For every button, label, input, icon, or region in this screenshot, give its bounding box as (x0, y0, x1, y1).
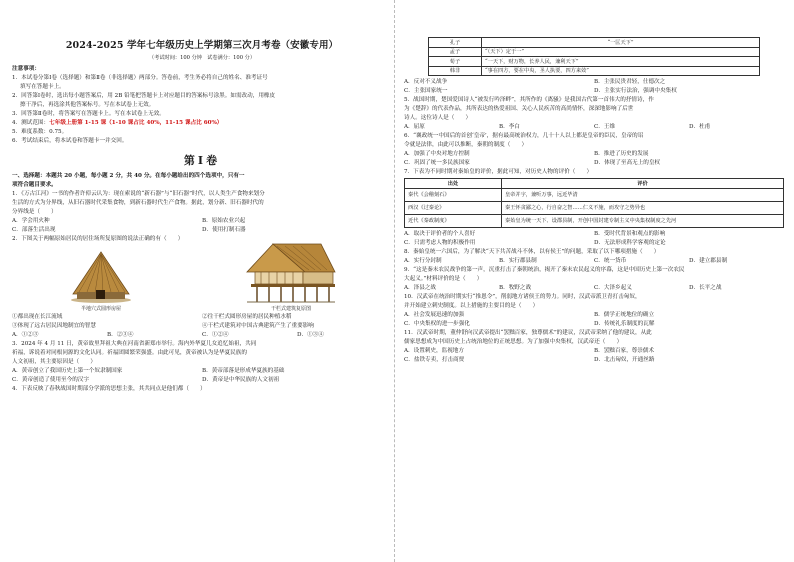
q6-stem: 令就是法律，由此可以推断，秦朝的制度（ ） (404, 142, 528, 148)
q11-options (404, 347, 784, 365)
option[interactable]: C．黄帝创造了使用至今的汉字 (12, 377, 89, 383)
table-row: 韩非 “事在四方，要在中央，圣人执要，四方来效” (429, 66, 760, 76)
option[interactable]: D．建立郡县制 (689, 257, 728, 264)
q5-stem: 5．战国时期，楚国爱国诗人“被发行吟泽畔”，其所作的《离骚》是我国古代第一首伟大的抒情诗，作 (404, 97, 654, 103)
right-page (404, 0, 784, 562)
q10-stem: 10．汉武帝在统治时期实行“推恩令”，削弱地方诸侯王的势力。同时，汉武帝派卫青打击匈奴， (404, 293, 641, 300)
option[interactable]: C．巩固了统一多民族国家 (404, 160, 470, 166)
q4-stem: 4．下表反映了春秋战国时期部分学派的思想主张，其共同点是他们都（ ） (12, 386, 206, 392)
option[interactable]: C．主张国家统一 (404, 88, 448, 94)
note-line: 填写在答题卡上。 (20, 84, 65, 90)
instructions: 一、选择题：本题共 20 小题，每小题 2 分，共 40 分。在每小题给出的四个选项中，只有一 (12, 173, 245, 179)
fig2-caption: 干栏式建筑复原图 (270, 306, 311, 312)
exam-meta: （考试时间：100 分钟 试卷满分：100 分） (148, 55, 256, 61)
option[interactable]: B．主张民贵君轻，仕德次之 (594, 79, 666, 85)
option[interactable]: D．体现了至高无上的皇权 (594, 160, 661, 166)
schools-table (428, 37, 760, 76)
fig1-caption: 半地穴式圆形房屋 (80, 306, 121, 312)
option[interactable]: A．取决于评价者的个人喜好 (404, 230, 476, 237)
statement: ④干栏式建筑对中国古典建筑产生了重要影响 (202, 323, 314, 329)
notes-heading: 注意事项： (12, 66, 40, 72)
section-title: 第Ⅰ卷 (183, 154, 221, 167)
option[interactable]: C．王维 (594, 124, 616, 130)
option[interactable]: C．统一货币 (594, 257, 627, 264)
scope-red: 七年级上册第 1-15 课（1-10 课占比 40%，11-15 课占比 60%） (49, 120, 223, 126)
q5-stem: 为《楚辞》的代表作品，其所表达的热爱祖国、关心人民疾苦的高尚情怀，深深地影响了后世 (404, 106, 634, 112)
option[interactable]: A．屈原 (404, 124, 425, 130)
q2-stem: 2．下图关于两幅原始居民的居住场所复原图的说法正确的有（ ） (12, 236, 184, 242)
scope-label: 4．测试范围： (12, 120, 50, 126)
table-row: 孟子 “（天下）定于一” (429, 47, 760, 57)
option[interactable]: C．中央集权的进一步强化 (404, 320, 470, 327)
option[interactable]: C．①②④ (202, 332, 229, 338)
q8-stem: 8．秦始皇统一六国后，为了解决“天下共苦战斗不休，以有侯王”的问题，采取了以下哪项措施（ ） (404, 248, 660, 255)
q5-stem: 诗人。这位诗人是（ ） (404, 115, 472, 121)
q3-stem: 祈福，诉说着对同根同源的文化认同。祈福团圆繁荣强盛。由此可见，黄帝被认为是华夏民族的 (12, 350, 247, 356)
note-line: 2．回答第Ⅰ卷时，选出每小题答案后，用 2B 铅笔把答题卡上对应题目的答案标号涂黑。如需改动，用橡皮 (12, 93, 276, 99)
q9-options (404, 284, 784, 293)
q6-stem: 6．“襄政统一中国后的首创‘皇帝’，据有最高统治权力，几十十人以上都是皇帝的臣民，皇帝的诏 (404, 133, 644, 139)
stilt-house-figure (243, 242, 339, 312)
exam-title: 2024-2025 学年七年级历史上学期第三次月考卷（安徽专用） (65, 40, 339, 51)
option[interactable]: B．儒学正统地位的确立 (594, 311, 655, 318)
table-row: 秦代《会稽刻石》 皇帝并宇，兼听万事，远近毕清 (405, 188, 784, 201)
q4-options (404, 78, 784, 96)
table-row: 西汉《过秦论》 秦王怀贪鄙之心，行自奋之智……仁义不施，而攻守之势异也 (405, 201, 784, 214)
option[interactable]: A．①②③ (12, 332, 39, 338)
q1-stem: 分界线是（ ） (12, 209, 57, 215)
option[interactable]: D．使用打制石器 (202, 227, 246, 233)
q7-options (404, 230, 784, 248)
q3-stem: 3．2024 年 4 月 11 日，黄帝故里拜祖大典在河南省新郑市举行。海内外华夏儿女追忆始祖，共同 (12, 341, 257, 347)
option[interactable]: C．部落生活出现 (12, 227, 56, 233)
q7-stem: 7．下表为不同时期对秦始皇的评价，据此可知，对历史人物的评价（ ） (404, 169, 593, 175)
q2-options (12, 331, 392, 340)
q11-stem: 儒家思想成为中国历史上占统治地位的正统思想。为了加强中央集权，汉武帝还（ ） (404, 338, 623, 345)
q11-stem: 11．汉武帝时期，董仲舒向汉武帝提出“罢黜百家，独尊儒术”的建议，汉武帝采纳了他的建议，从此 (404, 329, 652, 336)
evaluation-table (404, 178, 784, 228)
note-line: 1．本试卷分第Ⅰ卷（选择题）和第Ⅱ卷（非选择题）两部分。答卷前，考生务必将自己的姓名、准考证号 (12, 75, 268, 81)
option[interactable]: B．推进了历史的发展 (594, 151, 649, 157)
note-line: 5．难度系数：0.75。 (12, 129, 68, 135)
option[interactable]: A．实行分封制 (404, 257, 442, 264)
q5-options (404, 123, 784, 132)
option[interactable]: A．设置刺史，监视地方 (404, 347, 464, 354)
option[interactable]: C．大泽乡起义 (594, 284, 632, 291)
table-row: 孔子 “一匡天下” (429, 38, 760, 48)
option[interactable]: B．受时代背景和观点的影响 (594, 230, 666, 237)
option[interactable]: D．黄帝是中华民族的人文初祖 (202, 377, 280, 383)
option[interactable]: D．传统礼乐制度的瓦解 (594, 320, 655, 327)
note-line: 6．考试结束后，将本试卷和答题卡一并交回。 (12, 138, 128, 144)
option[interactable]: D．长平之战 (689, 284, 722, 291)
option[interactable]: B．②③④ (107, 332, 134, 338)
instructions: 项符合题目要求。 (12, 182, 57, 188)
table-header: 出处 评价 (405, 179, 784, 189)
q8-options (404, 257, 784, 266)
q3-options (12, 367, 392, 385)
option[interactable]: D．北击匈奴，开通丝路 (594, 356, 655, 363)
round-house-figure (65, 250, 137, 312)
option[interactable]: D．主张实行法治，强调中央集权 (594, 88, 677, 94)
option[interactable]: B．罢黜百家，尊崇儒术 (594, 347, 655, 354)
q10-stem: 并开始建立刺史制度。以上措施的主要目的是（ ） (404, 302, 539, 309)
option[interactable]: D．杜甫 (689, 124, 711, 130)
table-row: 荀子 “一天下，财万物，长养人民，兼利天下” (429, 57, 760, 67)
q1-stem: 1．《万古江河》一书的作者许倬云认为：现在索说的“新石器”与“旧石器”时代，以人类生产食物来划分 (12, 191, 265, 197)
q9-stem: 9．“这是秦末农民战争的第一声，沉重打击了秦朝统治，揭开了秦末农民起义的序幕，这是中国历史上第一次农民 (404, 266, 685, 273)
option[interactable]: B．黄帝部落是形成华夏族的基础 (202, 368, 285, 374)
option[interactable]: A．加强了中央对地方控制 (404, 151, 470, 157)
option[interactable]: B．实行郡县制 (499, 257, 537, 264)
option[interactable]: A．泽县之战 (404, 284, 437, 291)
option[interactable]: C．盐铁专卖，打击商贾 (404, 356, 465, 363)
q6-options (404, 150, 784, 168)
statement: ①都出现在长江流域 (12, 314, 63, 320)
stilt-house-icon (243, 242, 339, 304)
page-gutter (394, 0, 396, 562)
q1-options (12, 217, 392, 235)
left-page (12, 0, 392, 562)
note-line: 擦干净后，再选涂其他答案标号。写在本试卷上无效。 (20, 102, 155, 108)
statement: ③体现了远古居民因地制宜的智慧 (12, 323, 96, 329)
round-house-icon (65, 250, 137, 304)
q3-stem: 人文初祖，其主要原因是（ ） (12, 359, 96, 365)
option[interactable]: B．牧野之战 (499, 284, 532, 291)
note-scope (12, 119, 392, 128)
option[interactable]: D．无法形成科学客观的定论 (594, 239, 666, 246)
option[interactable]: D．①③④ (297, 332, 324, 338)
note-line: 3．回答第Ⅱ卷时，将答案写在答题卡上。写在本试卷上无效。 (12, 111, 165, 117)
q10-options (404, 311, 784, 329)
q2-figures (12, 246, 392, 312)
q9-stem: 大起义。”材料评价的是（ ） (404, 275, 483, 282)
option[interactable]: A．反对不义战争 (404, 79, 448, 85)
option[interactable]: A．社会发展迅速的加强 (404, 311, 464, 318)
option[interactable]: B．原始农业兴起 (202, 218, 246, 224)
statement: ②往干栏式圆形房屋的居民种植水稻 (202, 314, 292, 320)
q1-stem: 生活的方式为分界线，从旧石器时代采集食物，到新石器时代生产食物。据此，划分新、旧石器时代的 (12, 200, 264, 206)
table-row: 近代《秦政制度》 秦始皇为统一天下、设郡县制，开创中国封建专制主义中央集权制度之先河 (405, 214, 784, 227)
option[interactable]: A．学会用火种 (12, 218, 50, 224)
q2-statements (12, 313, 392, 331)
option[interactable]: A．黄帝创立了我国历史上第一个奴隶制国家 (12, 368, 123, 374)
option[interactable]: B．李白 (499, 124, 520, 130)
option[interactable]: C．只需考虑人物的积极作用 (404, 239, 476, 246)
